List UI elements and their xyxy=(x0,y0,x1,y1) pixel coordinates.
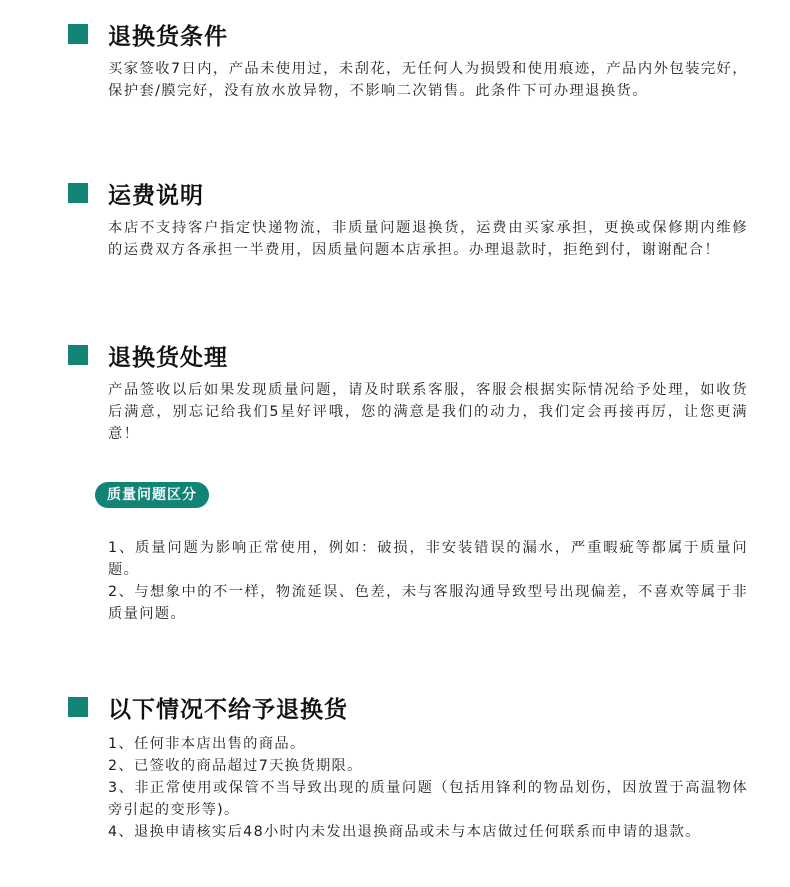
list-item: 1、任何非本店出售的商品。 xyxy=(108,736,306,752)
list-item: 1、质量问题为影响正常使用，例如：破损，非安装错误的漏水，严重暇疵等都属于质量问题。 xyxy=(108,540,748,578)
exclusion-list xyxy=(108,733,748,843)
list-item: 2、与想象中的不一样，物流延误、色差，未与客服沟通导致型号出现偏差，不喜欢等属于非质量问题。 xyxy=(108,584,748,622)
list-item: 3、非正常使用或保管不当导致出现的质量问题（包括用锋利的物品划伤，因放置于高温物体旁引起的变形等)。 xyxy=(108,780,748,818)
quality-list xyxy=(108,537,748,625)
square-bullet-icon xyxy=(68,345,88,365)
section-heading xyxy=(68,173,204,213)
section-heading xyxy=(68,335,228,375)
section-body: 买家签收7日内，产品未使用过，未刮花，无任何人为损毁和使用痕迹，产品内外包装完好，保护套/膜完好，没有放水放异物，不影响二次销售。此条件下可办理退换货。 xyxy=(108,61,748,99)
square-bullet-icon xyxy=(68,183,88,203)
section-heading xyxy=(68,14,228,54)
section-title: 退换货处理 xyxy=(108,344,228,371)
section-body: 产品签收以后如果发现质量问题，请及时联系客服，客服会根据实际情况给予处理，如收货后满意，别忘记给我们5星好评哦，您的满意是我们的动力，我们定会再接再厉，让您更满意！ xyxy=(108,382,748,442)
list-item: 2、已签收的商品超过7天换货期限。 xyxy=(108,758,363,774)
section-title: 运费说明 xyxy=(108,182,204,209)
section-title: 退换货条件 xyxy=(108,23,228,50)
list-item: 4、退换申请核实后48小时内未发出退换商品或未与本店做过任何联系而申请的退款。 xyxy=(108,824,701,840)
section-title: 以下情况不给予退换货 xyxy=(108,696,348,723)
section-body: 本店不支持客户指定快递物流，非质量问题退换货，运费由买家承担，更换或保修期内维修的运费双方各承担一半费用，因质量问题本店承担。办理退款时，拒绝到付，谢谢配合！ xyxy=(108,220,748,258)
section-heading xyxy=(68,687,348,727)
square-bullet-icon xyxy=(68,697,88,717)
quality-badge: 质量问题区分 xyxy=(95,482,209,508)
square-bullet-icon xyxy=(68,24,88,44)
